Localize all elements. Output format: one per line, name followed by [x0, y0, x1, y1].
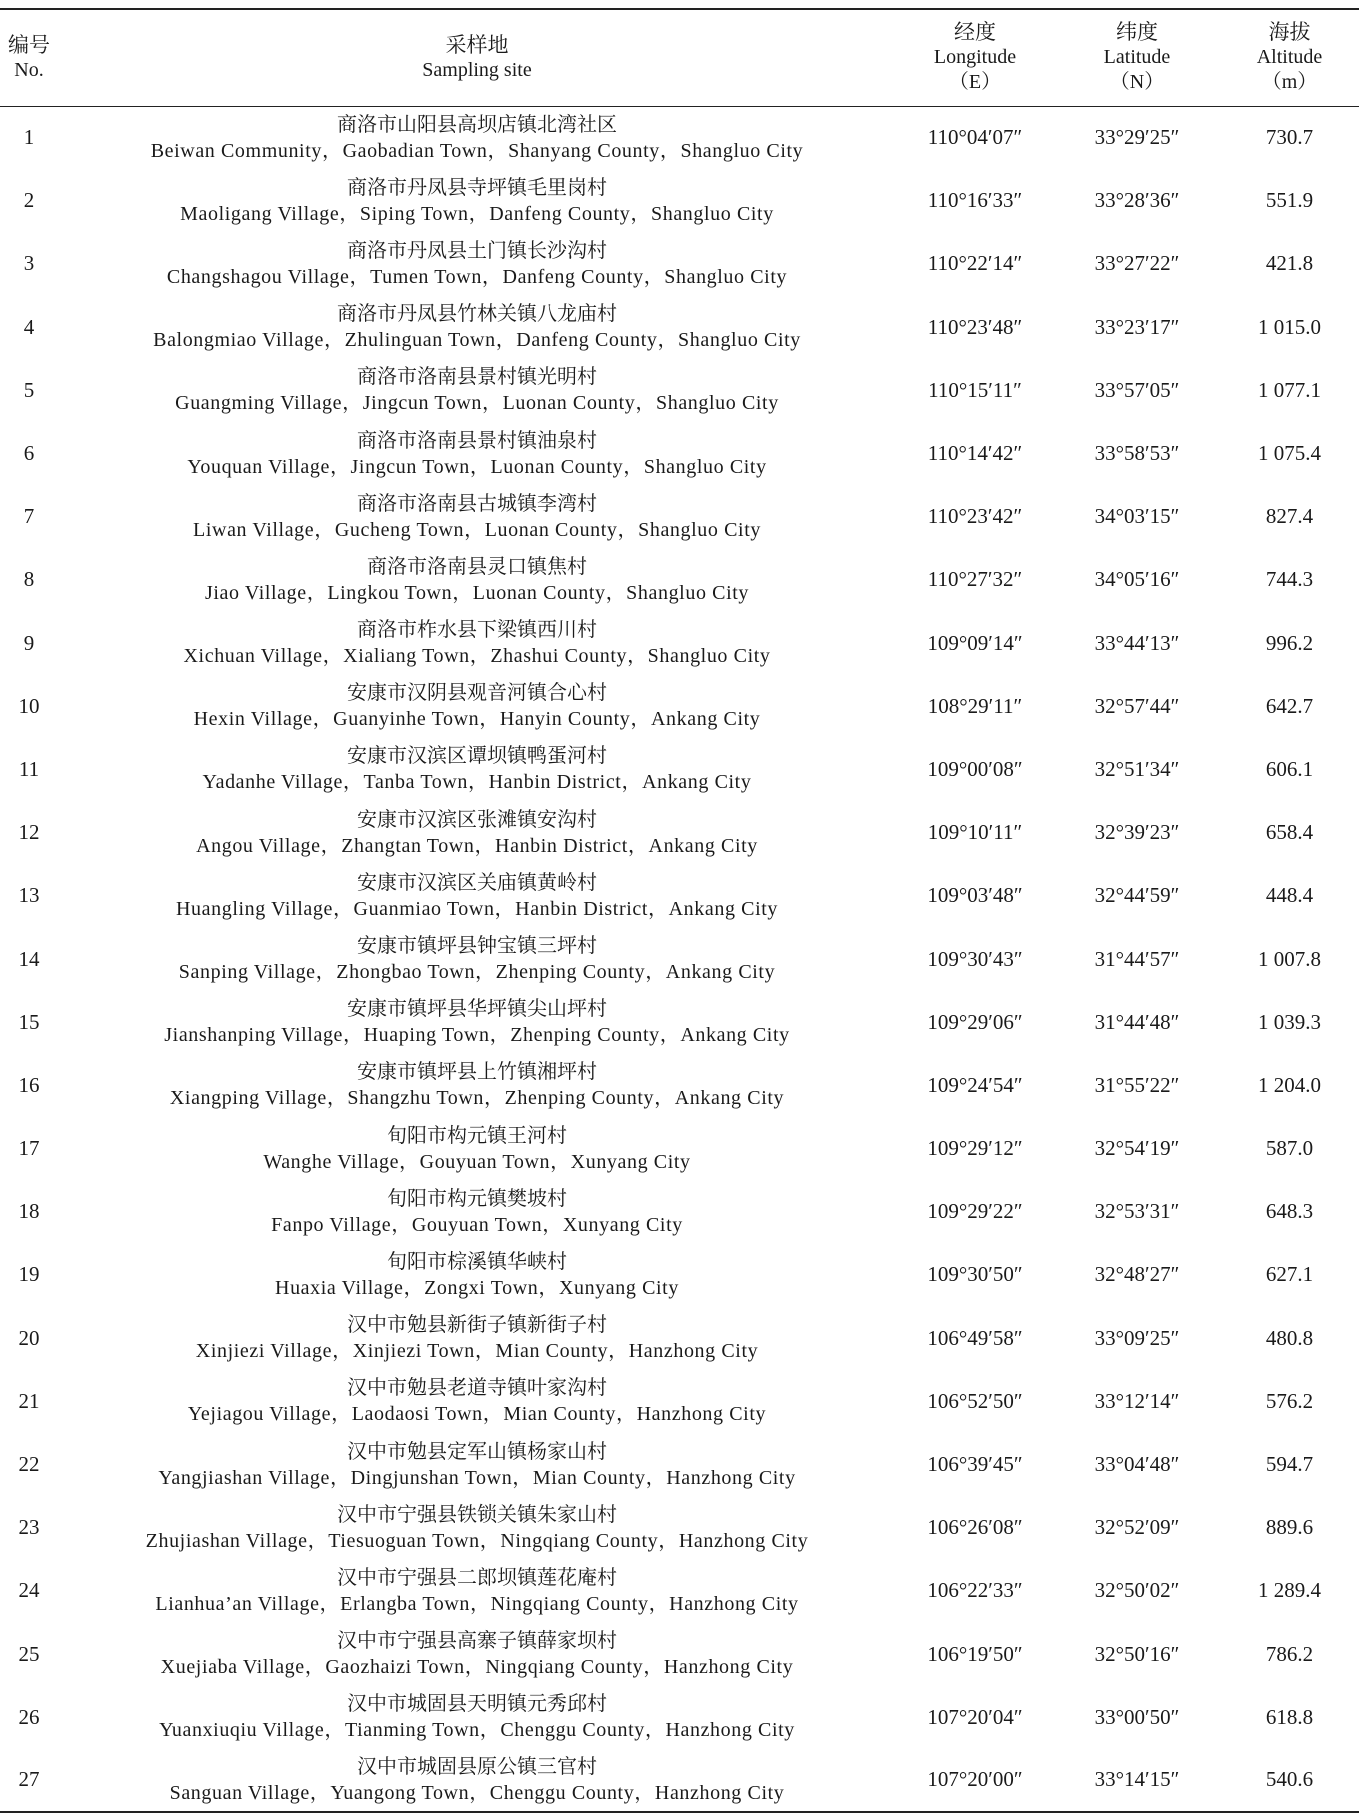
table-row	[0, 1496, 1359, 1559]
header-site-en: Sampling site	[422, 58, 532, 81]
cell-altitude: 827.4	[1265, 504, 1314, 529]
cell-site-zh: 汉中市宁强县高寨子镇薛家坝村	[337, 1628, 617, 1653]
cell-no: 12	[18, 820, 40, 845]
cell-site	[58, 1370, 896, 1433]
cell-site-en: Changshagou Village，Tumen Town，Danfeng County，Shangluo City	[166, 265, 788, 288]
table-row	[0, 106, 1359, 169]
table-row	[0, 612, 1359, 675]
cell-site-en: Balongmiao Village，Zhulinguan Town，Danfeng County，Shangluo City	[153, 329, 801, 352]
cell-site-zh: 商洛市洛南县古城镇李湾村	[357, 490, 597, 515]
cell-latitude: 33°58′53″	[1094, 441, 1180, 466]
cell-site-en: Huaxia Village，Zongxi Town，Xunyang City	[275, 1276, 679, 1299]
cell-no: 6	[23, 441, 35, 466]
cell-no: 24	[18, 1578, 40, 1603]
cell-site	[58, 612, 896, 675]
cell-latitude: 32°51′34″	[1094, 756, 1180, 781]
cell-site-en: Xinjiezi Village，Xinjiezi Town，Mian County，Hanzhong City	[195, 1340, 759, 1363]
table-header	[0, 9, 1359, 106]
cell-altitude: 1 077.1	[1258, 377, 1321, 402]
cell-site-zh: 商洛市洛南县景村镇油泉村	[357, 427, 597, 452]
cell-site-en: Wanghe Village，Gouyuan Town，Xunyang City	[263, 1150, 691, 1173]
cell-site-zh: 商洛市丹凤县寺坪镇毛里岗村	[347, 174, 607, 199]
cell-longitude: 110°23′42″	[927, 504, 1023, 529]
cell-altitude: 648.3	[1265, 1199, 1314, 1224]
header-longitude-zh: 经度	[954, 20, 996, 45]
cell-site-zh: 汉中市城固县原公镇三官村	[357, 1753, 597, 1778]
cell-no: 7	[23, 504, 35, 529]
cell-latitude: 34°05′16″	[1094, 567, 1180, 592]
cell-latitude: 31°44′48″	[1094, 1009, 1180, 1034]
cell-no: 10	[18, 693, 40, 718]
cell-altitude: 1 075.4	[1258, 441, 1321, 466]
cell-site-en: Xichuan Village，Xialiang Town，Zhashui County，Shangluo City	[183, 645, 771, 668]
cell-altitude: 551.9	[1265, 188, 1314, 213]
cell-site	[58, 1433, 896, 1496]
cell-altitude: 627.1	[1265, 1262, 1314, 1287]
cell-site-en: Yuanxiuqiu Village，Tianming Town，Chenggu County，Hanzhong City	[159, 1719, 795, 1742]
cell-site	[58, 359, 896, 422]
table-row	[0, 1307, 1359, 1370]
cell-longitude: 106°39′45″	[927, 1452, 1023, 1477]
cell-site	[58, 1117, 896, 1180]
cell-site-en: Guangming Village，Jingcun Town，Luonan County，Shangluo City	[175, 392, 779, 415]
cell-site-zh: 旬阳市棕溪镇华峡村	[387, 1248, 567, 1273]
cell-no: 26	[18, 1704, 40, 1729]
cell-site-en: Beiwan Community，Gaobadian Town，Shanyang County，Shangluo City	[150, 139, 804, 162]
cell-longitude: 107°20′04″	[927, 1704, 1023, 1729]
cell-altitude: 1 039.3	[1258, 1009, 1321, 1034]
table-row	[0, 296, 1359, 359]
cell-site-en: Jiao Village，Lingkou Town，Luonan County，Shangluo City	[205, 581, 749, 604]
cell-site-zh: 商洛市柞水县下梁镇西川村	[357, 617, 597, 642]
header-longitude-en: Longitude	[933, 46, 1017, 69]
cell-site-en: Angou Village，Zhangtan Town，Hanbin District，Ankang City	[196, 834, 758, 857]
cell-latitude: 32°54′19″	[1094, 1136, 1180, 1161]
table-row	[0, 927, 1359, 990]
cell-site-zh: 旬阳市构元镇樊坡村	[387, 1185, 567, 1210]
cell-latitude: 32°39′23″	[1094, 820, 1180, 845]
header-latitude-unit: （N）	[1109, 71, 1165, 94]
cell-site-zh: 商洛市山阳县高坝店镇北湾社区	[337, 111, 617, 136]
cell-altitude: 587.0	[1265, 1136, 1314, 1161]
table-row	[0, 548, 1359, 611]
cell-site-zh: 汉中市勉县定军山镇杨家山村	[347, 1438, 607, 1463]
cell-no: 11	[18, 756, 40, 781]
cell-site-en: Maoligang Village，Siping Town，Danfeng County，Shangluo City	[180, 202, 774, 225]
cell-longitude: 110°15′11″	[928, 377, 1022, 402]
cell-site-en: Liwan Village，Gucheng Town，Luonan County，Shangluo City	[193, 518, 761, 541]
cell-no: 22	[18, 1452, 40, 1477]
cell-site-en: Xuejiaba Village，Gaozhaizi Town，Ningqiang County，Hanzhong City	[160, 1656, 794, 1679]
cell-longitude: 106°52′50″	[927, 1388, 1023, 1413]
cell-altitude: 730.7	[1265, 125, 1314, 150]
cell-latitude: 34°03′15″	[1094, 504, 1180, 529]
table-row	[0, 359, 1359, 422]
cell-site-zh: 安康市汉滨区关庙镇黄岭村	[357, 869, 597, 894]
header-site	[58, 9, 896, 106]
header-latitude-en: Latitude	[1103, 46, 1171, 69]
cell-latitude: 32°50′02″	[1094, 1578, 1180, 1603]
cell-longitude: 109°30′43″	[927, 946, 1023, 971]
cell-site	[58, 675, 896, 738]
cell-latitude: 33°28′36″	[1094, 188, 1180, 213]
cell-site	[58, 106, 896, 169]
cell-latitude: 31°55′22″	[1094, 1072, 1180, 1097]
cell-site-en: Yadanhe Village，Tanba Town，Hanbin District，Ankang City	[202, 771, 752, 794]
cell-altitude: 606.1	[1265, 756, 1314, 781]
cell-site-zh: 商洛市洛南县景村镇光明村	[357, 364, 597, 389]
cell-latitude: 33°14′15″	[1094, 1767, 1180, 1792]
cell-site	[58, 422, 896, 485]
cell-altitude: 576.2	[1265, 1388, 1314, 1413]
table-row	[0, 169, 1359, 232]
cell-site-zh: 安康市汉滨区谭坝镇鸭蛋河村	[347, 743, 607, 768]
cell-site-en: Hexin Village，Guanyinhe Town，Hanyin County，Ankang City	[193, 708, 761, 731]
cell-longitude: 109°03′48″	[927, 883, 1023, 908]
table-row	[0, 864, 1359, 927]
cell-site	[58, 864, 896, 927]
cell-no: 8	[23, 567, 35, 592]
cell-latitude: 33°09′25″	[1094, 1325, 1180, 1350]
cell-altitude: 448.4	[1265, 883, 1314, 908]
cell-no: 18	[18, 1199, 40, 1224]
cell-site	[58, 927, 896, 990]
cell-site-zh: 商洛市洛南县灵口镇焦村	[367, 553, 587, 578]
cell-site	[58, 296, 896, 359]
cell-altitude: 1 289.4	[1258, 1578, 1321, 1603]
cell-latitude: 31°44′57″	[1094, 946, 1180, 971]
cell-site-en: Xiangping Village，Shangzhu Town，Zhenping County，Ankang City	[169, 1087, 785, 1110]
table-row	[0, 1686, 1359, 1749]
cell-site-zh: 汉中市城固县天明镇元秀邱村	[347, 1691, 607, 1716]
cell-no: 25	[18, 1641, 40, 1666]
cell-longitude: 110°27′32″	[927, 567, 1023, 592]
cell-site	[58, 485, 896, 548]
table-row	[0, 1559, 1359, 1622]
cell-latitude: 33°23′17″	[1094, 314, 1180, 339]
cell-altitude: 1 015.0	[1258, 314, 1321, 339]
cell-no: 4	[23, 314, 35, 339]
cell-no: 16	[18, 1072, 40, 1097]
cell-site	[58, 169, 896, 232]
cell-site-zh: 安康市汉滨区张滩镇安沟村	[357, 806, 597, 831]
table-row	[0, 232, 1359, 295]
cell-altitude: 618.8	[1265, 1704, 1314, 1729]
cell-longitude: 110°22′14″	[927, 251, 1023, 276]
cell-site-zh: 旬阳市构元镇王河村	[387, 1122, 567, 1147]
cell-no: 20	[18, 1325, 40, 1350]
cell-site-zh: 安康市镇坪县上竹镇湘坪村	[357, 1059, 597, 1084]
table-row	[0, 675, 1359, 738]
cell-longitude: 109°24′54″	[927, 1072, 1023, 1097]
header-no-en: No.	[14, 58, 44, 81]
table-row	[0, 1180, 1359, 1243]
cell-site	[58, 1496, 896, 1559]
cell-latitude: 33°29′25″	[1094, 125, 1180, 150]
table-row	[0, 1370, 1359, 1433]
sampling-site-table	[0, 8, 1359, 1813]
cell-no: 9	[23, 630, 35, 655]
cell-longitude: 110°23′48″	[927, 314, 1023, 339]
cell-latitude: 32°52′09″	[1094, 1515, 1180, 1540]
cell-site-zh: 安康市镇坪县钟宝镇三坪村	[357, 933, 597, 958]
cell-site-en: Youquan Village，Jingcun Town，Luonan County，Shangluo City	[187, 455, 767, 478]
cell-longitude: 109°29′22″	[927, 1199, 1023, 1224]
cell-site	[58, 1180, 896, 1243]
cell-latitude: 33°12′14″	[1094, 1388, 1180, 1413]
cell-site	[58, 1307, 896, 1370]
cell-site-en: Sanguan Village，Yuangong Town，Chenggu County，Hanzhong City	[169, 1781, 785, 1804]
header-altitude	[1220, 9, 1359, 106]
header-latitude-zh: 纬度	[1116, 20, 1158, 45]
cell-altitude: 889.6	[1265, 1515, 1314, 1540]
cell-site	[58, 1559, 896, 1622]
cell-site-zh: 商洛市丹凤县竹林关镇八龙庙村	[337, 301, 617, 326]
cell-latitude: 33°44′13″	[1094, 630, 1180, 655]
header-longitude	[896, 9, 1054, 106]
header-altitude-zh: 海拔	[1268, 20, 1311, 45]
cell-latitude: 32°53′31″	[1094, 1199, 1180, 1224]
cell-latitude: 33°00′50″	[1094, 1704, 1180, 1729]
cell-longitude: 106°22′33″	[927, 1578, 1023, 1603]
table-body	[0, 106, 1359, 1812]
cell-site	[58, 801, 896, 864]
cell-site-zh: 安康市镇坪县华坪镇尖山坪村	[347, 996, 607, 1021]
header-no-zh: 编号	[8, 32, 50, 57]
table-row	[0, 991, 1359, 1054]
cell-site-zh: 商洛市丹凤县土门镇长沙沟村	[347, 237, 607, 262]
cell-longitude: 107°20′00″	[927, 1767, 1023, 1792]
cell-longitude: 108°29′11″	[927, 693, 1023, 718]
cell-site-en: Huangling Village，Guanmiao Town，Hanbin District，Ankang City	[176, 897, 778, 920]
cell-latitude: 32°57′44″	[1094, 693, 1180, 718]
table-row	[0, 1433, 1359, 1496]
cell-longitude: 106°19′50″	[927, 1641, 1023, 1666]
cell-longitude: 110°16′33″	[927, 188, 1023, 213]
header-altitude-unit: （m）	[1261, 71, 1318, 94]
cell-site-zh: 安康市汉阴县观音河镇合心村	[347, 680, 607, 705]
cell-no: 23	[18, 1515, 40, 1540]
header-latitude	[1054, 9, 1220, 106]
cell-latitude: 33°27′22″	[1094, 251, 1180, 276]
cell-site-en: Lianhua’an Village，Erlangba Town，Ningqiang County，Hanzhong City	[155, 1592, 799, 1615]
cell-latitude: 33°57′05″	[1094, 377, 1180, 402]
header-longitude-unit: （E）	[948, 71, 1002, 94]
cell-site-zh: 汉中市宁强县二郎坝镇莲花庵村	[337, 1564, 617, 1589]
cell-site-zh: 汉中市勉县老道寺镇叶家沟村	[347, 1375, 607, 1400]
cell-latitude: 33°04′48″	[1094, 1452, 1180, 1477]
table-row	[0, 801, 1359, 864]
cell-latitude: 32°48′27″	[1094, 1262, 1180, 1287]
cell-site-en: Zhujiashan Village，Tiesuoguan Town，Ningqiang County，Hanzhong City	[145, 1529, 809, 1552]
cell-altitude: 421.8	[1265, 251, 1314, 276]
cell-site-en: Yejiagou Village，Laodaosi Town，Mian County，Hanzhong City	[187, 1403, 767, 1426]
cell-site-en: Yangjiashan Village，Dingjunshan Town，Mian County，Hanzhong City	[158, 1466, 796, 1489]
cell-site	[58, 1623, 896, 1686]
cell-site	[58, 991, 896, 1054]
cell-site	[58, 232, 896, 295]
header-row	[0, 9, 1359, 106]
cell-longitude: 109°00′08″	[927, 756, 1023, 781]
cell-longitude: 109°29′06″	[927, 1009, 1023, 1034]
cell-no: 19	[18, 1262, 40, 1287]
cell-no: 5	[23, 377, 35, 402]
cell-site-en: Sanping Village，Zhongbao Town，Zhenping County，Ankang City	[178, 961, 776, 984]
cell-longitude: 110°14′42″	[927, 441, 1023, 466]
cell-no: 21	[18, 1388, 40, 1413]
cell-altitude: 786.2	[1265, 1641, 1314, 1666]
cell-altitude: 540.6	[1265, 1767, 1314, 1792]
cell-site-en: Jianshanping Village，Huaping Town，Zhenping County，Ankang City	[164, 1024, 790, 1047]
cell-site	[58, 1686, 896, 1749]
cell-site	[58, 548, 896, 611]
cell-altitude: 658.4	[1265, 820, 1314, 845]
cell-longitude: 109°10′11″	[927, 820, 1023, 845]
cell-altitude: 1 007.8	[1258, 946, 1321, 971]
cell-altitude: 480.8	[1265, 1325, 1314, 1350]
table-row	[0, 1623, 1359, 1686]
cell-no: 3	[23, 251, 35, 276]
cell-longitude: 109°29′12″	[927, 1136, 1023, 1161]
cell-latitude: 32°50′16″	[1094, 1641, 1180, 1666]
cell-site	[58, 1054, 896, 1117]
cell-longitude: 109°30′50″	[927, 1262, 1023, 1287]
table-row	[0, 485, 1359, 548]
cell-site-zh: 汉中市勉县新街子镇新街子村	[347, 1312, 607, 1337]
cell-altitude: 744.3	[1265, 567, 1314, 592]
cell-altitude: 642.7	[1265, 693, 1314, 718]
table-row	[0, 422, 1359, 485]
table-row	[0, 738, 1359, 801]
header-site-zh: 采样地	[445, 32, 509, 57]
header-no	[0, 9, 58, 106]
cell-no: 17	[18, 1136, 40, 1161]
cell-site-zh: 汉中市宁强县铁锁关镇朱家山村	[337, 1501, 617, 1526]
cell-altitude: 1 204.0	[1258, 1072, 1321, 1097]
cell-no: 27	[18, 1767, 40, 1792]
cell-no: 1	[23, 125, 35, 150]
cell-site	[58, 738, 896, 801]
cell-longitude: 106°26′08″	[927, 1515, 1023, 1540]
cell-no: 2	[23, 188, 35, 213]
cell-no: 14	[18, 946, 40, 971]
cell-latitude: 32°44′59″	[1094, 883, 1180, 908]
cell-altitude: 594.7	[1265, 1452, 1314, 1477]
table-row	[0, 1243, 1359, 1306]
header-altitude-en: Altitude	[1256, 46, 1323, 69]
cell-no: 13	[18, 883, 40, 908]
table-row	[0, 1117, 1359, 1180]
cell-site	[58, 1243, 896, 1306]
cell-altitude: 996.2	[1265, 630, 1314, 655]
cell-longitude: 109°09′14″	[927, 630, 1023, 655]
cell-longitude: 106°49′58″	[927, 1325, 1023, 1350]
table-row	[0, 1054, 1359, 1117]
cell-longitude: 110°04′07″	[927, 125, 1023, 150]
cell-no: 15	[18, 1009, 40, 1034]
cell-site-en: Fanpo Village，Gouyuan Town，Xunyang City	[271, 1213, 683, 1236]
